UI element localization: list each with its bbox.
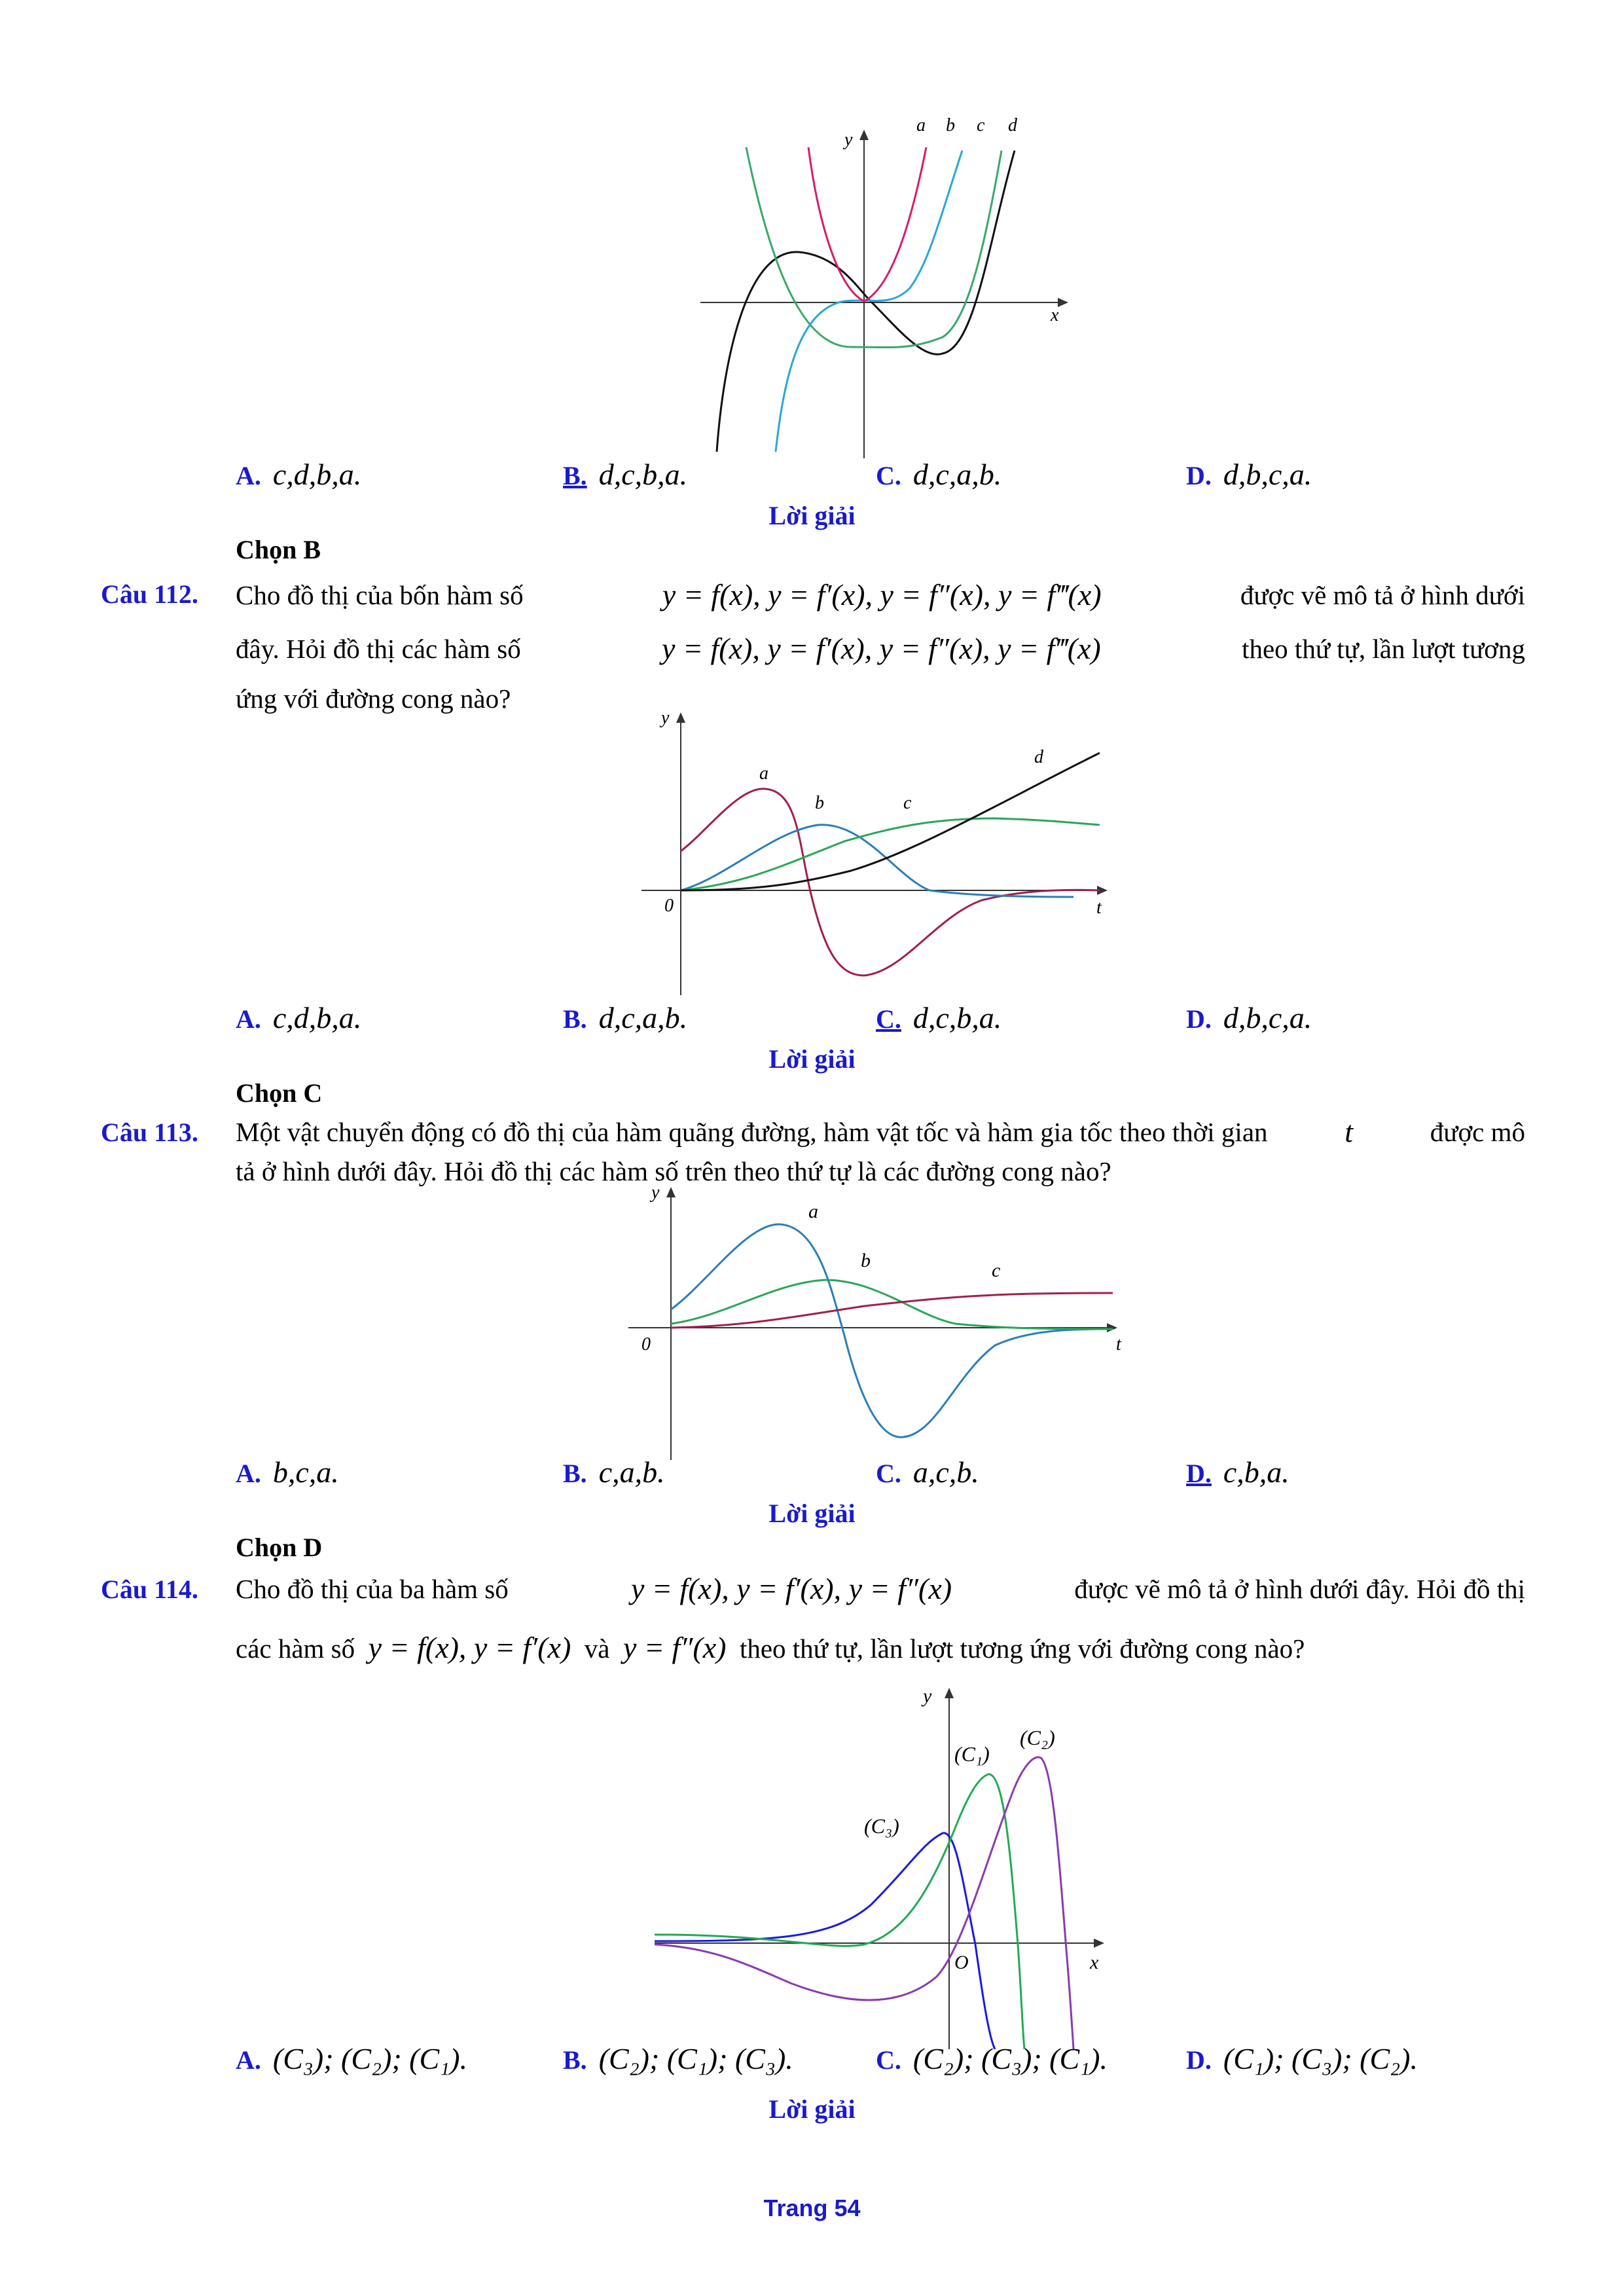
- axis-t-label: t: [1116, 1334, 1121, 1355]
- q114-label: Câu 114.: [101, 1575, 198, 1604]
- t-arrow: [1107, 1323, 1117, 1332]
- curve-d: [681, 753, 1100, 890]
- page-number: Trang 54: [763, 2195, 861, 2221]
- q114-line2-and: và: [584, 1633, 610, 1664]
- y-arrow: [666, 1187, 676, 1197]
- q112-line1-pre: Cho đồ thị của bốn hàm số: [236, 580, 524, 610]
- q114-line2-f1: y = f(x), y = f′(x): [368, 1631, 571, 1664]
- axis-x-label: x: [1051, 305, 1059, 325]
- q113-line1-var: t: [1344, 1115, 1354, 1148]
- q113-option-d[interactable]: D. c,b,a.: [1186, 1455, 1290, 1489]
- curve-label-b: b: [861, 1250, 871, 1271]
- q113-option-c[interactable]: C. a,c,b.: [876, 1455, 979, 1489]
- axis-y-label: y: [651, 1182, 660, 1203]
- curve-a: [671, 1224, 1113, 1437]
- y-arrow: [676, 712, 685, 723]
- q113-line2: tả ở hình dưới đây. Hỏi đồ thị các hàm số trên theo thứ tự là các đường cong nào?: [236, 1156, 1111, 1186]
- q114-solution-label: Lời giải: [768, 2094, 856, 2124]
- curve-label-d: d: [1034, 747, 1043, 767]
- curve-label-d: d: [1008, 115, 1017, 136]
- q112-label: Câu 112.: [101, 579, 198, 609]
- q112-funcs-2: y = f(x), y = f′(x), y = f″(x), y = f‴(x): [662, 632, 1101, 665]
- curve-label-c1: (C₁): [954, 1742, 990, 1766]
- q112-line2-post: theo thứ tự, lần lượt tương: [1242, 634, 1525, 664]
- x-arrow: [1058, 298, 1068, 307]
- curve-c3: [655, 1833, 995, 2049]
- q111-option-a[interactable]: A. c,d,b,a.: [236, 458, 362, 491]
- q113-answer: Chọn D: [236, 1533, 323, 1562]
- q112-line2-pre: đây. Hỏi đồ thị các hàm số: [236, 634, 521, 664]
- curve-c2: [655, 1757, 1074, 2049]
- q111-option-d[interactable]: D. d,b,c,a.: [1186, 458, 1312, 491]
- q114-line1: [236, 1562, 1525, 1616]
- q114-line1-funcs: y = f(x), y = f′(x), y = f″(x): [630, 1572, 952, 1605]
- q112-option-b[interactable]: B. d,c,a,b.: [563, 1001, 688, 1034]
- y-arrow: [859, 130, 869, 140]
- curve-c: [681, 818, 1100, 890]
- q112-figure: [628, 701, 1126, 1002]
- q111-figure: [694, 111, 1074, 465]
- axis-y-label: y: [844, 130, 853, 150]
- axis-y-label: y: [923, 1685, 932, 1707]
- q112-option-d[interactable]: D. d,b,c,a.: [1186, 1001, 1312, 1034]
- origin-label: 0: [664, 896, 674, 916]
- q112-funcs-1: y = f(x), y = f′(x), y = f″(x), y = f‴(x): [662, 578, 1102, 611]
- origin-label: 0: [641, 1334, 651, 1355]
- curve-c: [746, 147, 1001, 348]
- q114-line2: [236, 1621, 1305, 1675]
- q114-option-d[interactable]: D. (C₁); (C₃); (C₂).: [1186, 2042, 1418, 2075]
- axis-t-label: t: [1096, 898, 1102, 918]
- q114-line2-post: theo thứ tự, lần lượt tương ứng với đường cong nào?: [739, 1633, 1305, 1664]
- q112-line1: [236, 568, 1525, 622]
- q114-line1-pre: Cho đồ thị của ba hàm số: [236, 1574, 509, 1604]
- q114-option-c[interactable]: C. (C₂); (C₃); (C₁).: [876, 2042, 1108, 2075]
- q111-option-b[interactable]: B. d,c,b,a.: [563, 458, 688, 491]
- curve-label-a: a: [759, 763, 768, 784]
- q113-figure: [615, 1178, 1139, 1467]
- q112-option-c[interactable]: C. d,c,b,a.: [876, 1001, 1002, 1034]
- q111-option-c[interactable]: C. d,c,a,b.: [876, 458, 1002, 491]
- q114-line1-post: được vẽ mô tả ở hình dưới đây. Hỏi đồ thị: [1074, 1574, 1525, 1604]
- q112-solution-label: Lời giải: [768, 1044, 856, 1074]
- curve-label-c2: (C₂): [1020, 1726, 1055, 1749]
- curve-a: [681, 789, 1100, 975]
- axis-y-label: y: [661, 708, 670, 728]
- curve-b: [671, 1280, 1113, 1329]
- q112-option-a[interactable]: A. c,d,b,a.: [236, 1001, 362, 1034]
- origin-label: O: [954, 1952, 969, 1973]
- q112-line2: [236, 622, 1525, 676]
- curve-label-a: a: [916, 115, 926, 136]
- q114-option-b[interactable]: B. (C₂); (C₁); (C₃).: [563, 2042, 793, 2075]
- q113-line1-text: Một vật chuyển động có đồ thị của hàm quãng đường, hàm vật tốc và hàm gia tốc theo thời gian: [236, 1117, 1268, 1147]
- q113-solution-label: Lời giải: [768, 1499, 856, 1528]
- q114-line2-pre: các hàm số: [236, 1633, 355, 1664]
- q112-line3: ứng với đường cong nào?: [236, 683, 511, 714]
- q112-answer: Chọn C: [236, 1078, 323, 1108]
- x-arrow: [1094, 1939, 1104, 1948]
- q114-figure: [648, 1683, 1119, 2056]
- curve-label-a: a: [808, 1201, 818, 1222]
- curve-b: [776, 151, 962, 452]
- curve-label-b: b: [815, 793, 824, 813]
- q114-line2-f2: y = f″(x): [623, 1631, 727, 1664]
- q111-solution-label: Lời giải: [768, 501, 856, 530]
- curve-a: [808, 147, 926, 301]
- q113-option-a[interactable]: A. b,c,a.: [236, 1455, 339, 1489]
- q112-line1-post: được vẽ mô tả ở hình dưới: [1240, 580, 1525, 610]
- curve-label-c: c: [977, 115, 985, 136]
- q113-option-b[interactable]: B. c,a,b.: [563, 1455, 665, 1489]
- curve-label-c: c: [992, 1260, 1001, 1281]
- curve-label-c3: (C₃): [864, 1814, 899, 1838]
- axis-x-label: x: [1090, 1952, 1099, 1973]
- q113-line1-post: được mô: [1430, 1117, 1525, 1147]
- q114-option-a[interactable]: A. (C₃); (C₂); (C₁).: [236, 2042, 467, 2075]
- y-arrow: [945, 1688, 954, 1698]
- curve-label-b: b: [946, 115, 955, 136]
- q113-label: Câu 113.: [101, 1118, 198, 1147]
- curve-label-c: c: [903, 793, 912, 813]
- q111-answer: Chọn B: [236, 535, 321, 564]
